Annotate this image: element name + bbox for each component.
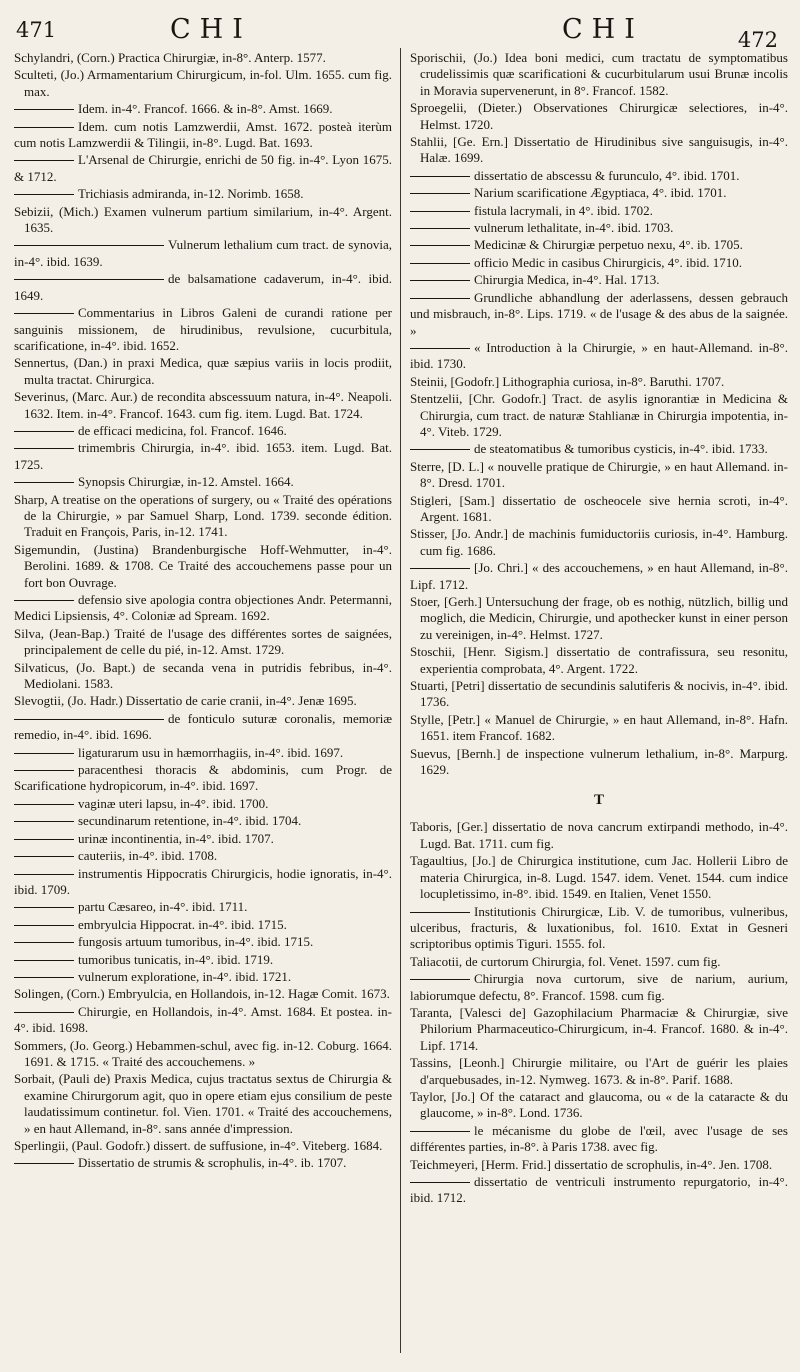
bibliography-entry: [14, 355, 392, 388]
entry-text: embryulcia Hippocrat. in-4°. ibid. 1715.: [78, 916, 287, 932]
entry-text: vulnerum lethalitate, in-4°. ibid. 1703.: [474, 220, 674, 236]
ditto-dash: [14, 600, 74, 601]
bibliography-entry: [14, 1138, 392, 1154]
entry-text: de fonticulo suturæ coronalis, memoriæ remedio, in-4°. ibid. 1696.: [14, 710, 392, 743]
bibliography-entry: [14, 492, 392, 541]
ditto-dash: [14, 925, 74, 926]
bibliography-subentry: [14, 592, 392, 625]
bibliography-entry: [410, 678, 788, 711]
bibliography-entry: [410, 819, 788, 852]
entry-text: Suevus, [Bernh.] de inspectione vulnerum lethalium, in-8°. Marpurg. 1629.: [410, 745, 788, 778]
bibliography-entry: [410, 712, 788, 745]
entry-text: instrumentis Hippocratis Chirurgicis, hodie ignoratis, in-4°. ibid. 1709.: [14, 865, 392, 897]
ditto-dash: [14, 279, 164, 280]
entry-text: de efficaci medicina, fol. Francof. 1646.: [78, 422, 287, 438]
entry-text: Commentarius in Libros Galeni de curandi ratione per sanguinis missionem, de hirudinibus, revulsione, cucurbitula, scarificatione, in-4°. ibid. 1652.: [14, 305, 392, 353]
entry-text: trimembris Chirurgia, in-4°. ibid. 1653. item. Lugd. Bat. 1725.: [14, 440, 392, 472]
entry-text: Sculteti, (Jo.) Armamentarium Chirurgicum, in-fol. Ulm. 1655. cum fig. max.: [14, 67, 392, 99]
entry-text: Stentzelii, [Chr. Godofr.] Tract. de asylis ignorantiæ in Medicina & Chirurgia, cum tract. de naturæ Stahlianæ in Chirurgia impotentia, in-4°. Viteb. 1729.: [410, 391, 788, 439]
bibliography-subentry: [14, 796, 392, 812]
ditto-dash: [410, 912, 470, 913]
entry-text: Stoschii, [Henr. Sigism.] dissertatio de contrafissura, seu resonitu, experientia comprobata, 4°. Argent. 1722.: [410, 644, 788, 676]
entry-text: dissertatio de abscessu & furunculo, 4°. ibid. 1701.: [474, 167, 740, 183]
bibliography-subentry: [410, 560, 788, 593]
entry-text: Taliacotii, de curtorum Chirurgia, fol. Venet. 1597. cum fig.: [410, 953, 721, 969]
entry-text: Chirurgia nova curtorum, sive de narium, aurium, labiorumque defectu, 8°. Francof. 1598. cum fig.: [410, 971, 788, 1003]
bibliography-subentry: [410, 290, 788, 339]
entry-text: Schylandri, (Corn.) Practica Chirurgiæ, in-8°. Anterp. 1577.: [14, 50, 326, 65]
bibliography-entry: [410, 746, 788, 779]
entry-text: Stylle, [Petr.] « Manuel de Chirurgie, » en haut Allemand, in-8°. Hafn. 1651. item Francof. 1682.: [410, 711, 788, 744]
entry-text: Grundliche abhandlung der aderlassens, dessen gebrauch und misbrauch, in-8°. Lips. 1719. « de l'usage & des abus de la saignée. »: [410, 289, 788, 338]
bibliography-entry: [410, 594, 788, 643]
bibliography-entry: [410, 374, 788, 390]
entry-text: Synopsis Chirurgiæ, in-12. Amstel. 1664.: [78, 474, 294, 490]
ditto-dash: [14, 874, 74, 875]
bibliography-entry: [410, 493, 788, 526]
entry-text: Sharp, A treatise on the operations of surgery, ou « Traité des opérations de la Chirurgie, » par Samuel Sharp, Lond. 1739. seconde édition. Traduit en François, Paris, in-12. 1741.: [14, 491, 392, 540]
bibliography-entry: [14, 50, 392, 66]
bibliography-subentry: [14, 101, 392, 117]
entry-text: ligaturarum usu in hæmorrhagiis, in-4°. ibid. 1697.: [78, 744, 344, 760]
entry-text: Sperlingii, (Paul. Godofr.) dissert. de suffusione, in-4°. Viteberg. 1684.: [14, 1138, 383, 1153]
entry-text: Institutionis Chirurgicæ, Lib. V. de tumoribus, vulneribus, ulceribus, fracturis, & luxationibus, fol. 1610. Extat in Gesneri scriptoribus optimis Tiguri. 1555. fol.: [410, 903, 788, 952]
bibliography-subentry: [14, 423, 392, 439]
ditto-dash: [410, 245, 470, 246]
entry-text: [Jo. Chri.] « des accouchemens, » en haut Allemand, in-8°. Lipf. 1712.: [410, 560, 788, 592]
bibliography-subentry: [14, 917, 392, 933]
ditto-dash: [14, 127, 74, 128]
entry-text: Chirurgie, en Hollandois, in-4°. Amst. 1684. Et postea. in-4°. ibid. 1698.: [14, 1003, 392, 1036]
entry-text: « Introduction à la Chirurgie, » en haut-Allemand. in-8°. ibid. 1730.: [410, 339, 788, 372]
bibliography-entry: [14, 660, 392, 693]
ditto-dash: [410, 280, 470, 281]
bibliography-subentry: [14, 119, 392, 152]
page-number-left: 471: [16, 18, 57, 42]
bibliography-entry: [410, 100, 788, 133]
bibliography-subentry: [410, 441, 788, 457]
entry-text: Silvaticus, (Jo. Bapt.) de secanda vena in putridis febribus, in-4°. Mediolani. 1583.: [14, 659, 392, 692]
ditto-dash: [410, 298, 470, 299]
bibliography-subentry: [14, 952, 392, 968]
entry-text: partu Cæsareo, in-4°. ibid. 1711.: [78, 899, 248, 915]
entry-text: paracenthesi thoracis & abdominis, cum Progr. de Scarificatione hydropicorum, in-4°. ibid. 1697.: [14, 762, 392, 794]
bibliography-entry: [410, 1055, 788, 1088]
ditto-dash: [14, 1163, 74, 1164]
bibliography-subentry: [14, 474, 392, 490]
ditto-dash: [14, 960, 74, 961]
page-header: [0, 0, 800, 52]
entry-text: Sennertus, (Dan.) in praxi Medica, quæ sæpius variis in locis prodiit, multa tractat. Chirurgica.: [14, 355, 392, 387]
bibliography-entry: [14, 389, 392, 422]
ditto-dash: [14, 907, 74, 908]
entry-text: de steatomatibus & tumoribus cysticis, in-4°. ibid. 1733.: [474, 441, 768, 457]
running-head-left: CHI: [170, 14, 252, 45]
bibliography-subentry: [14, 831, 392, 847]
bibliography-subentry: [14, 762, 392, 795]
bibliography-entry: [14, 693, 392, 709]
ditto-dash: [14, 482, 74, 483]
entry-text: Sommers, (Jo. Georg.) Hebammen-schul, avec fig. in-12. Coburg. 1664. 1691. & 1715. « Traité des accouchemens. »: [14, 1037, 392, 1069]
bibliography-entry: [410, 1157, 788, 1173]
bibliography-subentry: [14, 186, 392, 202]
entry-text: Sproegelii, (Dieter.) Observationes Chirurgicæ selectiores, in-4°. Helmst. 1720.: [410, 100, 788, 132]
entry-text: officio Medic in casibus Chirurgicis, 4°. ibid. 1710.: [474, 254, 742, 270]
bibliography-entry: [410, 134, 788, 167]
entry-text: Slevogtii, (Jo. Hadr.) Dissertatio de carie cranii, in-4°. Jenæ 1695.: [14, 693, 357, 709]
entry-text: de balsamatione cadaverum, in-4°. ibid. 1649.: [14, 271, 392, 303]
ditto-dash: [410, 449, 470, 450]
entry-text: Solingen, (Corn.) Embryulcia, en Hollandois, in-12. Hagæ Comit. 1673.: [14, 986, 390, 1002]
left-column: [14, 50, 392, 1173]
bibliography-entry: [410, 644, 788, 677]
bibliography-subentry: [14, 305, 392, 354]
entry-text: L'Arsenal de Chirurgie, enrichi de 50 fig. in-4°. Lyon 1675. & 1712.: [14, 152, 392, 184]
bibliography-subentry: [14, 1004, 392, 1037]
entry-text: Idem. in-4°. Francof. 1666. & in-8°. Amst. 1669.: [78, 101, 333, 117]
entry-text: Sporischii, (Jo.) Idea boni medici, cum tractatu de symptomatibus crudelissimis quæ scarificationi & cucurbitularum usui Brunæ incolis in Moravia supervenerunt, in 8°. Francof. 1582.: [410, 50, 788, 98]
ditto-dash: [14, 109, 74, 110]
ditto-dash: [410, 979, 470, 980]
bibliography-subentry: [410, 1123, 788, 1156]
entry-text: Stisser, [Jo. Andr.] de machinis fumiductoriis curiosis, in-4°. Hamburg. cum fig. 1686.: [410, 526, 788, 558]
bibliography-entry: [14, 204, 392, 237]
ditto-dash: [14, 448, 74, 449]
bibliography-entry: [14, 542, 392, 591]
bibliography-subentry: [410, 1174, 788, 1207]
entry-text: Dissertatio de strumis & scrophulis, in-4°. ib. 1707.: [78, 1155, 347, 1171]
entry-text: Narium scarificatione Ægyptiaca, 4°. ibid. 1701.: [474, 185, 727, 201]
bibliography-entry: [410, 391, 788, 440]
bibliography-subentry: [410, 340, 788, 373]
entry-text: secundinarum retentione, in-4°. ibid. 1704.: [78, 813, 302, 829]
ditto-dash: [14, 977, 74, 978]
entry-text: Sigemundin, (Justina) Brandenburgische Hoff-Wehmutter, in-4°. Berolini. 1689. & 1708. Ce Traité des accouchemens passe pour un fort bon Ouvrage.: [14, 541, 392, 590]
bibliography-subentry: [410, 971, 788, 1004]
bibliography-subentry: [410, 904, 788, 953]
bibliography-subentry: [14, 271, 392, 304]
ditto-dash: [14, 194, 74, 195]
ditto-dash: [14, 431, 74, 432]
section-letter: T: [593, 792, 604, 809]
entry-text: Taboris, [Ger.] dissertatio de nova cancrum extirpandi methodo, in-4°. Lugd. Bat. 1711. cum fig.: [410, 819, 788, 851]
bibliography-entry: [410, 50, 788, 99]
bibliography-subentry: [14, 813, 392, 829]
bibliography-subentry: [410, 203, 788, 219]
ditto-dash: [410, 176, 470, 177]
entry-text: urinæ incontinentia, in-4°. ibid. 1707.: [78, 830, 274, 846]
entry-text: cauteriis, in-4°. ibid. 1708.: [78, 848, 218, 864]
entry-text: Sebizii, (Mich.) Examen vulnerum partium similarium, in-4°. Argent. 1635.: [14, 203, 392, 236]
ditto-dash: [14, 313, 74, 314]
entry-text: Tassins, [Leonh.] Chirurgie militaire, ou l'Art de guérir les plaies d'arquebusades, in-12. Nymweg. 1673. & in-8°. Parif. 1688.: [410, 1055, 788, 1087]
ditto-dash: [14, 856, 74, 857]
bibliography-subentry: [410, 237, 788, 253]
bibliography-entry: [14, 626, 392, 659]
bibliography-subentry: [14, 848, 392, 864]
bibliography-subentry: [14, 899, 392, 915]
bibliography-entry: [14, 67, 392, 100]
ditto-dash: [410, 1182, 470, 1183]
ditto-dash: [14, 770, 74, 771]
ditto-dash: [14, 839, 74, 840]
entry-text: Idem. cum notis Lamzwerdii, Amst. 1672. posteà iterùm cum notis Lamzwerdii & Tilingii, in-8°. Lugd. Bat. 1693.: [14, 118, 392, 151]
entry-text: Tagaultius, [Jo.] de Chirurgica institutione, cum Jac. Hollerii Libro de materia Chirurgica, in-8. Lugd. 1547. idem. Venet. 1544. cum indice locupletissimo, in-8°. ibid. 1549. en Italien, Venet 1550.: [410, 853, 788, 902]
bibliography-subentry: [14, 866, 392, 899]
running-head-right: CHI: [562, 14, 644, 45]
entry-text: Stuarti, [Petri] dissertatio de secundinis salutiferis & nocivis, in-4°. ibid. 1736.: [410, 678, 788, 710]
entry-text: Trichiasis admiranda, in-12. Norimb. 1658.: [78, 186, 304, 202]
entry-text: Taylor, [Jo.] Of the cataract and glaucoma, ou « de la cataracte & du glaucome, » in-8°. Lond. 1736.: [410, 1088, 788, 1121]
entry-text: Severinus, (Marc. Aur.) de recondita abscessuum natura, in-4°. Neapoli. 1632. Item. in-4°. Francof. 1643. cum fig. item. Lugd. Bat. 1724.: [14, 389, 392, 421]
column-divider: [400, 48, 401, 1353]
bibliography-subentry: [14, 934, 392, 950]
bibliography-entry: [410, 526, 788, 559]
entry-text: fistula lacrymali, in 4°. ibid. 1702.: [474, 202, 653, 218]
entry-text: Steinii, [Godofr.] Lithographia curiosa, in-8°. Baruthi. 1707.: [410, 373, 725, 389]
entry-text: vulnerum exploratione, in-4°. ibid. 1721.: [78, 968, 292, 984]
entry-text: Stigleri, [Sam.] dissertatio de oscheocele sive hernia scroti, in-4°. Argent. 1681.: [410, 492, 788, 524]
ditto-dash: [410, 193, 470, 194]
bibliography-entry: [410, 853, 788, 902]
right-column: [410, 50, 788, 1208]
entry-text: Silva, (Jean-Bap.) Traité de l'usage des différentes sortes de saignées, principalement de celle du pié, in-12. Amst. 1729.: [14, 625, 392, 658]
entry-text: Vulnerum lethalium cum tract. de synovia, in-4°. ibid. 1639.: [14, 237, 392, 269]
bibliography-subentry: [14, 152, 392, 185]
entry-text: Teichmeyeri, [Herm. Frid.] dissertatio de scrophulis, in-4°. Jen. 1708.: [410, 1156, 773, 1172]
entry-text: Sorbait, (Pauli de) Praxis Medica, cujus tractatus sextus de Chirurgia & examine Chirurgorum agit, quo in opere etiam ejus consilium de peste laudatissimum continetur. fol. Vien. 1701. « Traité des accouchemens, » en haut Allemand, in-8°. sans année d'impression.: [14, 1071, 392, 1136]
ditto-dash: [14, 245, 164, 246]
ditto-dash: [410, 1131, 470, 1132]
entry-text: le mécanisme du globe de l'œil, avec l'usage de ses différentes parties, in-8°. à Paris 1738. avec fig.: [410, 1122, 788, 1155]
bibliography-subentry: [410, 185, 788, 201]
ditto-dash: [410, 348, 470, 349]
ditto-dash: [14, 160, 74, 161]
ditto-dash: [14, 804, 74, 805]
bibliography-subentry: [14, 440, 392, 473]
ditto-dash: [410, 228, 470, 229]
entry-text: Sterre, [D. L.] « nouvelle pratique de Chirurgie, » en haut Allemand. in-8°. Dresd. 1701.: [410, 458, 788, 491]
ditto-dash: [410, 568, 470, 569]
bibliography-subentry: [14, 1155, 392, 1171]
ditto-dash: [410, 211, 470, 212]
bibliography-entry: [410, 459, 788, 492]
ditto-dash: [14, 821, 74, 822]
entry-text: vaginæ uteri lapsu, in-4°. ibid. 1700.: [78, 795, 269, 811]
bibliography-subentry: [410, 272, 788, 288]
entry-text: defensio sive apologia contra objectiones Andr. Petermanni, Medici Lipsiensis, 4°. Coloniæ ad Spream. 1692.: [14, 592, 392, 624]
ditto-dash: [410, 263, 470, 264]
entry-text: Chirurgia Medica, in-4°. Hal. 1713.: [474, 272, 660, 288]
entry-text: tumoribus tunicatis, in-4°. ibid. 1719.: [78, 951, 274, 967]
bibliography-entry: [410, 1089, 788, 1122]
ditto-dash: [14, 719, 164, 720]
entry-text: fungosis artuum tumoribus, in-4°. ibid. 1715.: [78, 934, 314, 950]
bibliography-entry: [410, 954, 788, 970]
ditto-dash: [14, 753, 74, 754]
bibliography-subentry: [410, 255, 788, 271]
entry-text: dissertatio de ventriculi instrumento repurgatorio, in-4°. ibid. 1712.: [410, 1174, 788, 1206]
bibliography-subentry: [410, 220, 788, 236]
entry-text: Stoer, [Gerh.] Untersuchung der frage, ob es nothig, nützlich, billig und moglich, die Medicin, Chirurgie, und apothecker kunst in einer person zu vereinigen, in-4°. Helmst. 1727.: [410, 594, 788, 642]
bibliography-subentry: [14, 237, 392, 270]
entry-text: Stahlii, [Ge. Ern.] Dissertatio de Hirudinibus sive sanguisugis, in-4°. Halæ. 1699.: [410, 134, 788, 166]
bibliography-entry: [14, 986, 392, 1002]
bibliography-entry: [410, 1005, 788, 1054]
ditto-dash: [14, 942, 74, 943]
entry-text: Medicinæ & Chirurgiæ perpetuo nexu, 4°. ib. 1705.: [474, 237, 743, 253]
bibliography-subentry: [410, 168, 788, 184]
ditto-dash: [14, 1012, 74, 1013]
bibliography-subentry: [14, 745, 392, 761]
bibliography-subentry: [14, 711, 392, 744]
page-number-right: 472: [737, 28, 778, 52]
bibliography-entry: [14, 1038, 392, 1071]
entry-text: Taranta, [Valesci de] Gazophilacium Pharmaciæ & Chirurgiæ, sive Philorium Pharmaceutico-Chirurgicum, in-4. Francof. 1680. & in-4°. Lipf. 1714.: [410, 1004, 788, 1053]
bibliography-subentry: [14, 969, 392, 985]
bibliography-entry: [14, 1071, 392, 1137]
